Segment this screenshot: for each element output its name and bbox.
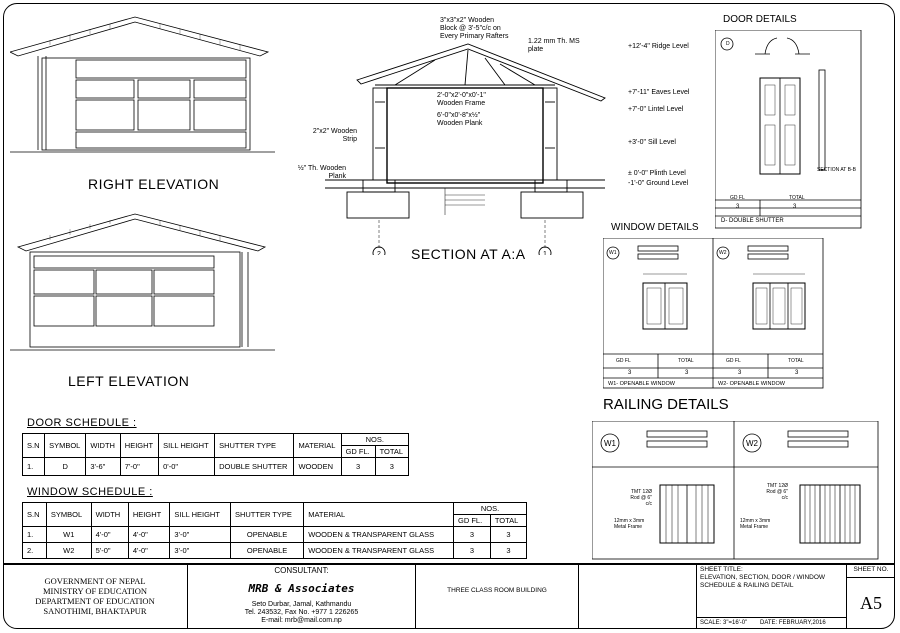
railing-details-title: RAILING DETAILS xyxy=(603,396,729,413)
window-details-title: WINDOW DETAILS xyxy=(611,222,699,233)
date: DATE: FEBRUARY,2016 xyxy=(760,620,826,626)
note-th-plank: ½" Th. Wooden Plank xyxy=(297,165,346,180)
section-title: SECTION AT A:A xyxy=(411,246,526,262)
window-w2-caption: W2- OPENABLE WINDOW xyxy=(718,381,785,387)
door-col-symbol: SYMBOL xyxy=(45,434,86,458)
table-row: 1. D 3'-6" 7'-0" 0'-0" DOUBLE SHUTTER WOODEN 3 3 xyxy=(23,458,409,476)
window-details-drawing xyxy=(603,238,825,390)
door-col-width: WIDTH xyxy=(86,434,120,458)
window-col-shutter: SHUTTER TYPE xyxy=(230,503,303,527)
window-w2-col-gd: GD FL xyxy=(726,358,741,364)
table-row: 2. W2 5'-0" 4'-0" 3'-0" OPENABLE WOODEN & TRANSPARENT GLASS 3 3 xyxy=(23,543,527,559)
note-ms-plate: 1.22 mm Th. MS plate xyxy=(528,38,580,53)
door-col-material: MATERIAL xyxy=(294,434,341,458)
window-col-sn: S.N xyxy=(23,503,47,527)
level-ground: -1'-0" Ground Level xyxy=(628,180,689,187)
sheet-no: A5 xyxy=(860,593,882,613)
window-w1-gd: 3 xyxy=(628,370,632,376)
section-drawing xyxy=(285,40,625,255)
left-elevation-title: LEFT ELEVATION xyxy=(68,373,190,389)
scale: SCALE: 3"=16'-0" xyxy=(700,620,748,626)
window-col-gd: GD FL. xyxy=(454,515,491,527)
sheet-no-label: SHEET NO. xyxy=(853,566,889,573)
level-lintel: +7'-0" Lintel Level xyxy=(628,106,684,113)
table-row: 1. W1 4'-0" 4'-0" 3'-0" OPENABLE WOODEN & TRANSPARENT GLASS 3 3 xyxy=(23,527,527,543)
grid-marker-2: 2 xyxy=(377,251,381,255)
door-col-nos: NOS. xyxy=(341,434,408,446)
railing-w1-note-rod: TMT 12Ø Rod @ 6" c/c xyxy=(630,489,652,507)
window-col-total: TOTAL xyxy=(490,515,526,527)
door-col-height: HEIGHT xyxy=(120,434,158,458)
door-col-gd: GD FL. xyxy=(341,446,375,458)
railing-w2-note-frame: 12mm x 3mm Metal Frame xyxy=(740,518,771,530)
note-wooden-strip: 2"x2" Wooden Strip xyxy=(312,128,357,143)
window-w1-col-total: TOTAL xyxy=(678,358,694,364)
window-w2-tag: W2 xyxy=(719,250,727,256)
door-schedule-title: DOOR SCHEDULE : xyxy=(27,417,137,429)
window-col-sill: SILL HEIGHT xyxy=(170,503,231,527)
railing-w2-tag: W2 xyxy=(746,439,758,448)
door-section-label: SECTION AT B-B xyxy=(817,167,856,173)
door-caption: D- DOUBLE SHUTTER xyxy=(721,218,784,224)
door-col-sn: S.N xyxy=(23,434,45,458)
level-plinth: ± 0'-0" Plinth Level xyxy=(628,170,686,177)
title-block xyxy=(3,563,895,629)
door-schedule-table xyxy=(22,433,409,476)
note-wooden-plank: 6'-0"x0'-8"x½" Wooden Plank xyxy=(437,112,483,127)
consultant-name: MRB & Associates xyxy=(248,582,355,595)
window-w1-total: 3 xyxy=(685,370,689,376)
sheet-title-block: SHEET TITLE: ELEVATION, SECTION, DOOR / WINDOW SCHEDULE & RAILING DETAIL xyxy=(700,566,826,589)
window-col-height: HEIGHT xyxy=(128,503,169,527)
window-col-symbol: SYMBOL xyxy=(46,503,91,527)
level-sill: +3'-0" Sill Level xyxy=(628,139,676,146)
note-wooden-frame: 2'-0"x2'-0"x0'-1" Wooden Frame xyxy=(437,92,486,107)
door-details-title: DOOR DETAILS xyxy=(723,14,797,25)
consultant-label: CONSULTANT: xyxy=(274,566,329,575)
door-tag: D xyxy=(726,41,730,47)
left-elevation-drawing xyxy=(10,212,280,357)
door-total-value: 3 xyxy=(793,204,797,210)
window-w2-total: 3 xyxy=(795,370,799,376)
door-col-total: TOTAL xyxy=(789,195,805,201)
consultant-contact: Seto Durbar, Jamal, Kathmandu Tel. 243532, Fax No. +977 1 226265 E-mail: mrb@mail.com.np xyxy=(244,601,359,624)
window-col-width: WIDTH xyxy=(91,503,128,527)
window-schedule-table xyxy=(22,502,527,559)
door-col-sill: SILL HEIGHT xyxy=(159,434,215,458)
window-w1-col-gd: GD FL xyxy=(616,358,631,364)
window-col-nos: NOS. xyxy=(454,503,527,515)
window-schedule-title: WINDOW SCHEDULE : xyxy=(27,486,153,498)
right-elevation-drawing xyxy=(10,12,280,162)
grid-marker-1: 1 xyxy=(543,251,547,255)
door-col-gd: GD FL xyxy=(730,195,745,201)
window-w1-caption: W1- OPENABLE WINDOW xyxy=(608,381,675,387)
owner-block: GOVERNMENT OF NEPAL MINISTRY OF EDUCATION DEPARTMENT OF EDUCATION SANOTHIMI, BHAKTAPUR xyxy=(35,576,155,616)
level-eaves: +7'-11" Eaves Level xyxy=(628,89,690,96)
window-col-material: MATERIAL xyxy=(304,503,454,527)
project-name: THREE CLASS ROOM BUILDING xyxy=(447,587,547,594)
door-col-total: TOTAL xyxy=(375,446,408,458)
window-w2-gd: 3 xyxy=(738,370,742,376)
window-w1-tag: W1 xyxy=(609,250,617,256)
door-col-shutter: SHUTTER TYPE xyxy=(215,434,294,458)
railing-w2-note-rod: TMT 12Ø Rod @ 6" c/c xyxy=(766,483,788,501)
level-ridge: +12'-4" Ridge Level xyxy=(628,43,689,50)
note-wooden-block: 3"x3"x2" Wooden Block @ 3'-5"c/c on Every Primary Rafters xyxy=(440,17,509,40)
right-elevation-title: RIGHT ELEVATION xyxy=(88,176,220,192)
railing-w1-note-frame: 12mm x 3mm Metal Frame xyxy=(614,518,645,530)
door-gd-value: 3 xyxy=(736,204,740,210)
window-w2-col-total: TOTAL xyxy=(788,358,804,364)
railing-w1-tag: W1 xyxy=(604,439,616,448)
